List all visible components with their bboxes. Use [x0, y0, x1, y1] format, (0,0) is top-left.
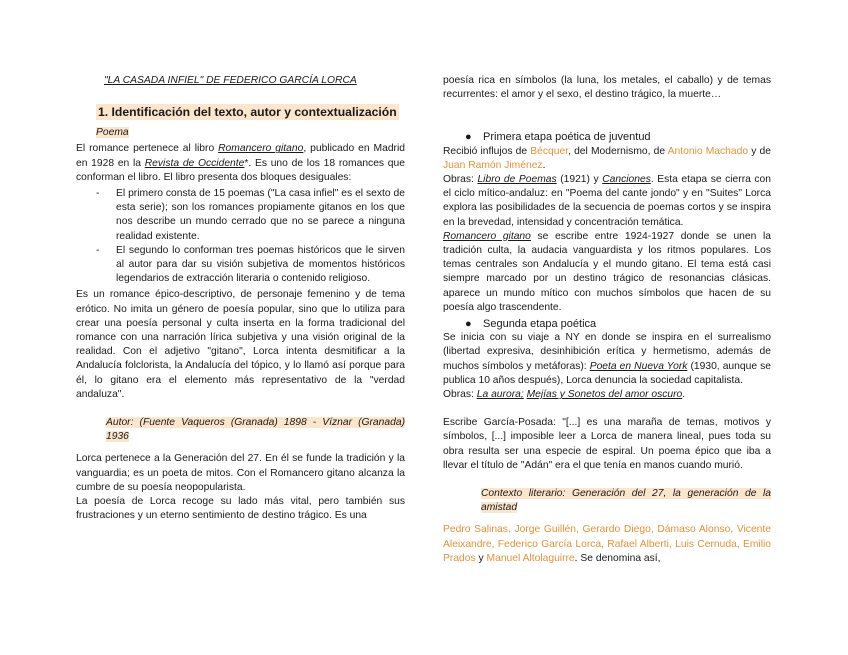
symbols-paragraph: poesía rica en símbolos (la luna, los metales, el caballo) y de temas recurrentes: el amor y el sexo, el destino trágico, la muerte… [443, 75, 771, 101]
section-heading [96, 104, 405, 120]
vital-paragraph: La poesía de Lorca recoge su lado más vital, pero también sus frustraciones y un eterno sentimiento de destino trágico. Es una [76, 496, 405, 522]
libro-de-poemas-link[interactable]: Libro de Poemas [477, 174, 557, 186]
authors-paragraph [443, 523, 771, 566]
bullet-icon: ● [465, 131, 472, 144]
section-heading-text: 1. Identificación del texto, autor y contextualización [98, 105, 397, 120]
stage2-bullet [443, 317, 771, 331]
intro-paragraph [76, 142, 405, 185]
author-becquer: Bécquer [530, 145, 569, 157]
stage2-works [443, 388, 771, 402]
bullet-icon: ● [465, 318, 472, 331]
list-item: - El segundo lo conforman tres poemas históricos que le sirven al autor para dar su visión subjetiva de momentos históricos legendarios de extracción literaria o contenido religioso. [116, 244, 405, 287]
generation-authors: Pedro Salinas, Jorge Guillén, Gerardo Diego, Dámaso Alonso, Vicente Aleixandre, Federico García Lorca, Rafael Alberti, Luis Cernuda, Emilio Prados [443, 524, 771, 564]
influences-paragraph [443, 145, 771, 173]
author-heading-text: Autor: (Fuente Vaqueros (Granada) 1898 - Víznar (Granada) 1936 [106, 417, 405, 443]
works-paragraph [443, 173, 771, 230]
context-heading-text: Contexto literario: Generación del 27, la generación de la amistad [481, 488, 771, 514]
poema-subheading [96, 126, 405, 140]
author-altolaguirre: Manuel Altolaguirre [486, 552, 575, 564]
works-text: . Esta etapa se cierra con el ciclo mítico-andaluz: en "Poema del cante jondo" y en "Suites" Lorca explora las posibilidades de la secuencia de poemas cortos y se inspira en la brevedad, intensidad y concentración temática. [443, 174, 771, 228]
poeta-en-nueva-york-link[interactable]: Poeta en Nueva York [589, 360, 688, 372]
poema-label: Poema [96, 127, 129, 139]
surrealism-text: Se inicia con su viaje a NY en donde se inspira en el surrealismo (libertad expresiva, desinhibición erítica y hermetismo, además de muchos símbolos y metáforas): [443, 332, 771, 372]
journal-title-link[interactable]: Revista de Occidente [144, 157, 245, 169]
influ-text: Recibió influjos de [443, 145, 531, 157]
mejias-sonetos-link[interactable]: Mejías y Sonetos del amor oscuro [526, 389, 683, 401]
right-column [443, 74, 771, 566]
document-title: "LA CASADA INFIEL" DE FEDERICO GARCÍA LORCA [104, 75, 357, 86]
surrealism-paragraph [443, 331, 771, 388]
intro-text-3: *. Es uno de los 18 romances que conforman el libro. El libro presenta dos bloques desiguales: [76, 157, 405, 183]
blocks-list [76, 187, 405, 286]
influ-text: y de [748, 145, 771, 157]
list-item: - El primero consta de 15 poemas ("La casa infiel" es el sexto de esta serie); son los romances propiamente gitanos en los que nos describe un mundo cerrado que no se parece a ninguna realidad existente. [116, 187, 405, 244]
stage1-bullet [443, 130, 771, 144]
author-heading [76, 416, 405, 444]
book-title-link[interactable]: Romancero gitano [218, 143, 304, 155]
romancero-gitano-link[interactable]: Romancero gitano [443, 230, 531, 242]
stage2-label: Segunda etapa poética [483, 318, 597, 331]
works-text: Obras: [443, 389, 477, 401]
surrealism-text: (1930, aunque se publica 10 años después), Lorca denuncia la sociedad capitalista. [443, 360, 771, 386]
left-column [76, 74, 405, 523]
stage1-label: Primera etapa poética de juventud [483, 131, 651, 144]
author-jimenez: Juan Ramón Jiménez [443, 159, 543, 171]
works-text: (1921) y [556, 174, 603, 186]
authors-text: . Se denomina así, [574, 552, 661, 564]
influ-text: . [542, 159, 546, 171]
romance-paragraph: Es un romance épico-descriptivo, de personaje femenino y de tema erótico. No imita un género de poesía popular, sino que lo utiliza para crear una poesía personal y culta inserta en la forma tradicional del romance con una narración lírica subjetiva y una visión original de la realidad. Con el adjetivo "gitano", Lorca intenta desmitificar a la Andalucía folclorista, la Andalucía del tópico, y lo llamó así porque para él, lo gitano era el elemento más representativo de la "verdad andaluza". [76, 289, 405, 400]
intro-text-1: El romance pertenece al libro [76, 143, 219, 155]
canciones-link[interactable]: Canciones [602, 174, 651, 186]
authors-text: y [475, 552, 487, 564]
works-text: . [682, 389, 686, 401]
intro-text-2: , publicado en Madrid en 1928 en la [76, 143, 405, 169]
generation-paragraph: Lorca pertenece a la Generación del 27. En él se funde la tradición y la vanguardia; es un poeta de mitos. Con el Romancero gitano alcanza la cumbre de su poesía neopopularista. [76, 453, 405, 493]
context-heading [443, 487, 771, 515]
author-machado: Antonio Machado [667, 145, 749, 157]
quote-paragraph: Escribe García-Posada: "[...] es una maraña de temas, motivos y símbolos, [...] imposible leer a Lorca de manera lineal, pues toda su obra resulta ser una especie de espiral. Un poema épico que iba a llevar el título de "Adán" era el que tenía en manos cuando murió. [443, 417, 771, 471]
works-text: Obras: [443, 174, 478, 186]
la-aurora-link[interactable]: La aurora; [476, 389, 524, 401]
romancero-text: se escribe entre 1924-1927 donde se unen la tradición culta, la audacia vanguardista y los ritmos populares. Los temas centrales son Andalucía y el mundo gitano. El tema está casi siempre marcado por un destino trágico de resonancias clásicas. aparece un mundo mítico con muchos símbolos que hacen de su poesía algo trascendente. [443, 230, 771, 313]
romancero-paragraph [443, 230, 771, 315]
influ-text: , del Modernismo, de [568, 145, 668, 157]
